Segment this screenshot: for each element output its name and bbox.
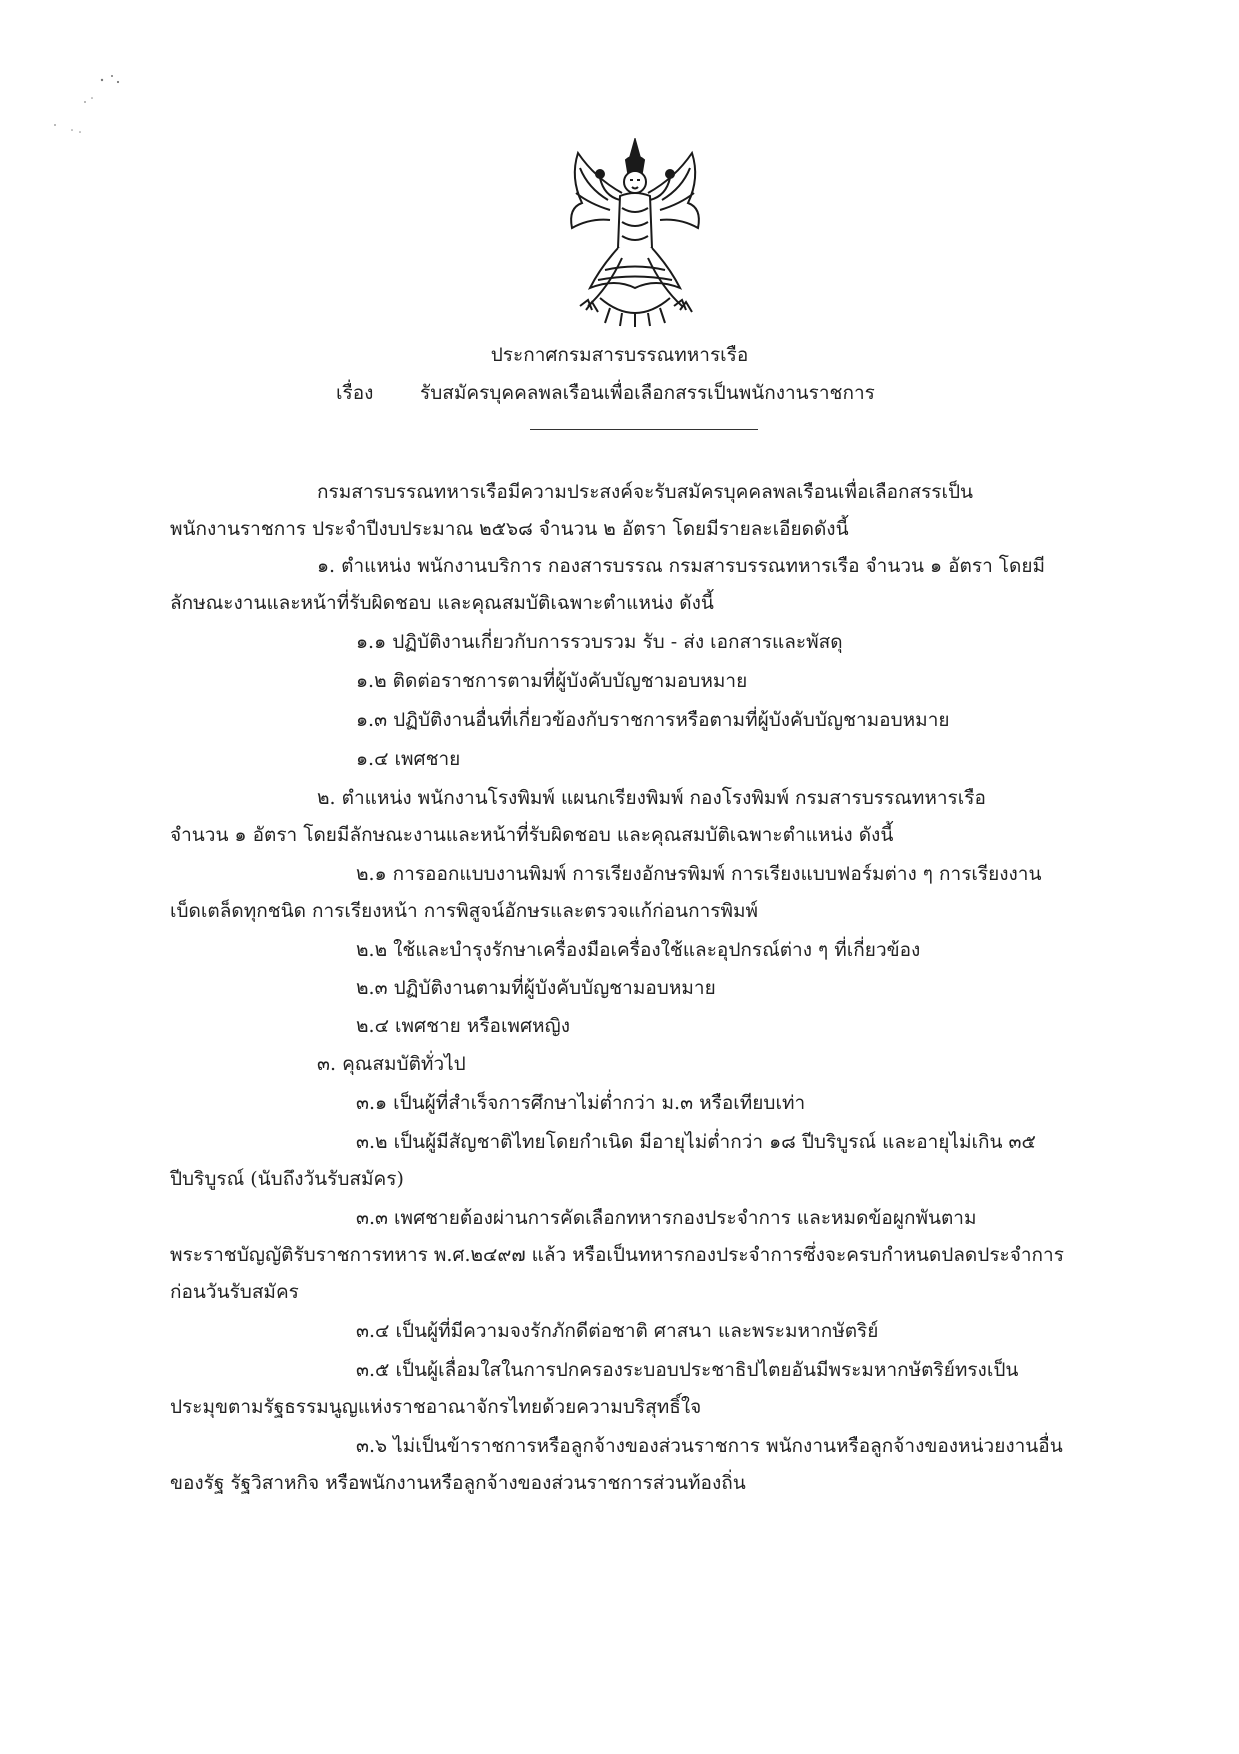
paragraph-line: จำนวน ๑ อัตรา โดยมีลักษณะงานและหน้าที่รับผิดชอบ และคุณสมบัติเฉพาะตำแหน่ง ดังนี้ — [170, 824, 894, 846]
subject-text: รับสมัครบุคคลพลเรือนเพื่อเลือกสรรเป็นพนักงานราชการ — [420, 382, 875, 404]
page-title: ประกาศกรมสารบรรณทหารเรือ — [490, 344, 749, 366]
list-item: ๓.๒ เป็นผู้มีสัญชาติไทยโดยกำเนิด มีอายุไม่ต่ำกว่า ๑๘ ปีบริบูรณ์ และอายุไม่เกิน ๓๕ — [356, 1131, 1036, 1153]
list-item: ๓.๔ เป็นผู้ที่มีความจงรักภักดีต่อชาติ ศาสนา และพระมหากษัตริย์ — [356, 1320, 879, 1342]
paragraph-line: เบ็ดเตล็ดทุกชนิด การเรียงหน้า การพิสูจน์อักษรและตรวจแก้ก่อนการพิมพ์ — [170, 900, 759, 922]
section-heading: ๒. ตำแหน่ง พนักงานโรงพิมพ์ แผนกเรียงพิมพ์ กองโรงพิมพ์ กรมสารบรรณทหารเรือ — [317, 787, 986, 809]
list-item: ๒.๑ การออกแบบงานพิมพ์ การเรียงอักษรพิมพ์ การเรียงแบบฟอร์มต่าง ๆ การเรียงงาน — [356, 863, 1042, 885]
title-divider — [530, 429, 758, 430]
list-item: ๒.๓ ปฏิบัติงานตามที่ผู้บังคับบัญชามอบหมาย — [356, 977, 716, 999]
paragraph-line: ก่อนวันรับสมัคร — [170, 1281, 299, 1303]
list-item: ๓.๕ เป็นผู้เลื่อมใสในการปกครองระบอบประชาธิปไตยอันมีพระมหากษัตริย์ทรงเป็น — [356, 1359, 1019, 1381]
list-item: ๑.๔ เพศชาย — [356, 748, 461, 770]
list-item: ๓.๓ เพศชายต้องผ่านการคัดเลือกทหารกองประจำการ และหมดข้อผูกพันตาม — [356, 1207, 977, 1229]
list-item: ๑.๒ ติดต่อราชการตามที่ผู้บังคับบัญชามอบหมาย — [356, 670, 748, 692]
paragraph-line: ปีบริบูรณ์ (นับถึงวันรับสมัคร) — [170, 1168, 404, 1190]
list-item: ๑.๑ ปฏิบัติงานเกี่ยวกับการรวบรวม รับ - ส่ง เอกสารและพัสดุ — [356, 631, 843, 653]
paragraph-line: พระราชบัญญัติรับราชการทหาร พ.ศ.๒๔๙๗ แล้ว หรือเป็นทหารกองประจำการซึ่งจะครบกำหนดปลดประจำการ — [170, 1244, 1064, 1266]
paragraph-line: ของรัฐ รัฐวิสาหกิจ หรือพนักงานหรือลูกจ้างของส่วนราชการส่วนท้องถิ่น — [170, 1472, 746, 1494]
list-item: ๒.๔ เพศชาย หรือเพศหญิง — [356, 1015, 571, 1037]
paragraph-line: พนักงานราชการ ประจำปีงบประมาณ ๒๕๖๘ จำนวน ๒ อัตรา โดยมีรายละเอียดดังนี้ — [170, 518, 849, 540]
section-heading: ๑. ตำแหน่ง พนักงานบริการ กองสารบรรณ กรมสารบรรณทหารเรือ จำนวน ๑ อัตรา โดยมี — [317, 555, 1045, 577]
paragraph-line: กรมสารบรรณทหารเรือมีความประสงค์จะรับสมัครบุคคลพลเรือนเพื่อเลือกสรรเป็น — [317, 481, 974, 503]
list-item: ๓.๑ เป็นผู้ที่สำเร็จการศึกษาไม่ต่ำกว่า ม.๓ หรือเทียบเท่า — [356, 1092, 806, 1114]
list-item: ๓.๖ ไม่เป็นข้าราชการหรือลูกจ้างของส่วนราชการ พนักงานหรือลูกจ้างของหน่วยงานอื่น — [356, 1435, 1063, 1457]
list-item: ๒.๒ ใช้และบำรุงรักษาเครื่องมือเครื่องใช้และอุปกรณ์ต่าง ๆ ที่เกี่ยวข้อง — [356, 939, 921, 961]
scan-specks — [50, 70, 140, 150]
paragraph-line: ลักษณะงานและหน้าที่รับผิดชอบ และคุณสมบัติเฉพาะตำแหน่ง ดังนี้ — [170, 592, 714, 614]
section-heading: ๓. คุณสมบัติทั่วไป — [317, 1053, 466, 1075]
garuda-emblem-icon — [560, 138, 710, 328]
subject-label: เรื่อง — [336, 382, 374, 404]
paragraph-line: ประมุขตามรัฐธรรมนูญแห่งราชอาณาจักรไทยด้วยความบริสุทธิ์ใจ — [170, 1396, 702, 1418]
list-item: ๑.๓ ปฏิบัติงานอื่นที่เกี่ยวข้องกับราชการหรือตามที่ผู้บังคับบัญชามอบหมาย — [356, 709, 950, 731]
